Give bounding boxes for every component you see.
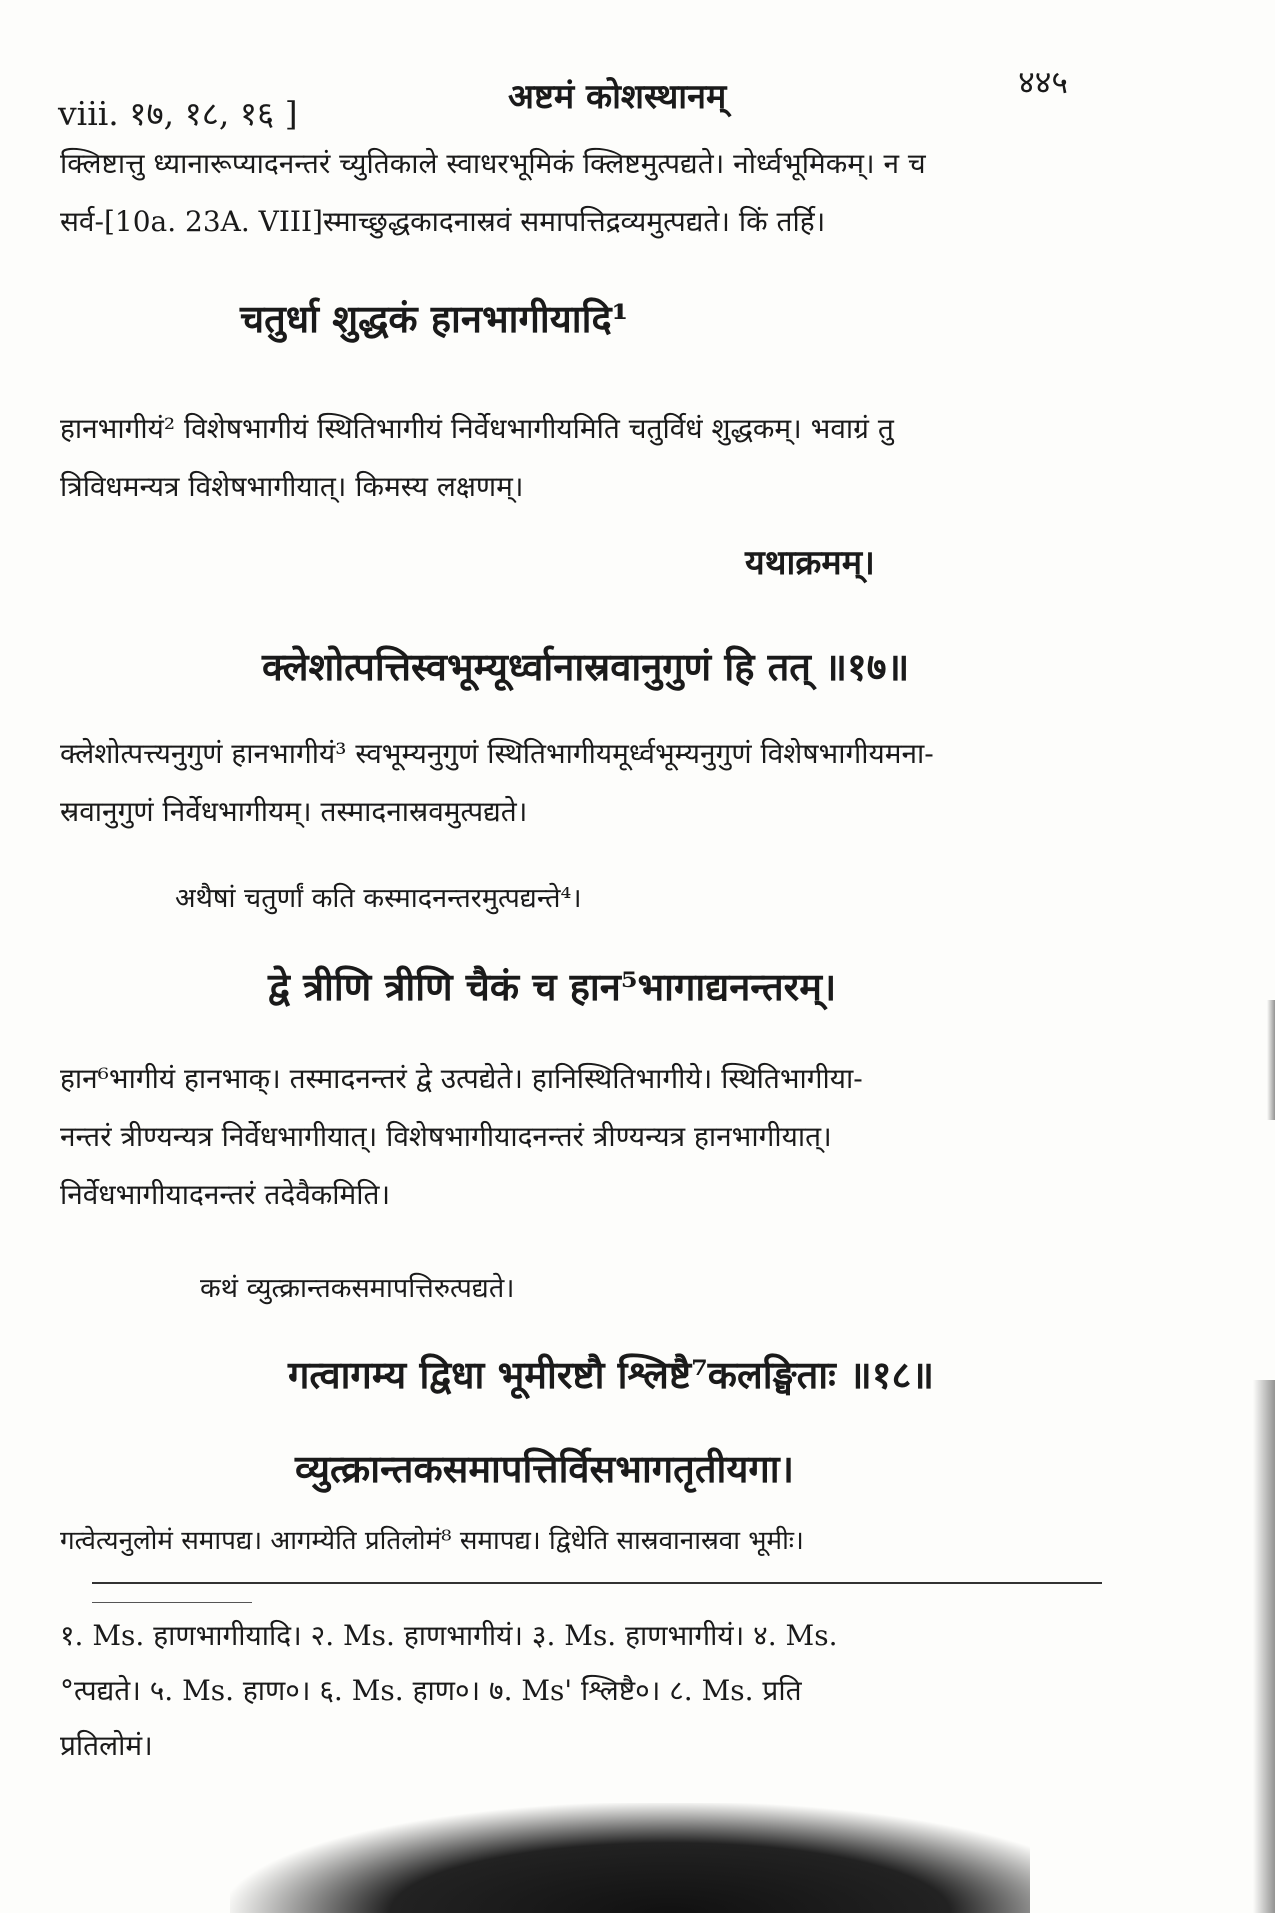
text-line: निर्वेधभागीयादनन्तरं तदेवैकमिति। [60, 1178, 391, 1211]
intro-line-1: अथैषां चतुर्णां कति कस्मादनन्तरमुत्पद्यन्ते⁴। [175, 883, 582, 914]
running-header [58, 60, 1068, 133]
verse-heading-1: चतुर्धा शुद्धकं हानभागीयादि¹ [240, 296, 629, 341]
scan-edge-mark [1267, 1000, 1275, 1120]
chapter-title: अष्टमं कोशस्थानम् [508, 77, 727, 117]
scan-bottom-shadow [230, 1803, 1030, 1913]
text-line: त्रिविधमन्यत्र विशेषभागीयात्। किमस्य लक्षणम्। [60, 470, 524, 503]
verse-heading-4: गत्वागम्य द्विधा भूमीरष्टौ श्लिष्टै⁷कलङ्घिताः ॥१८॥ [288, 1352, 935, 1397]
paragraph-3 [60, 725, 1090, 841]
text-line: स्रवानुगुणं निर्वेधभागीयम्। तस्मादनास्रवमुत्पद्यते। [60, 795, 528, 828]
paragraph-2 [60, 400, 1090, 516]
text-line: क्लेशोत्पत्त्यनुगुणं हानभागीयं³ स्वभूम्यनुगुणं स्थितिभागीयमूर्ध्वभूम्यनुगुणं विशेषभागीयमना- [60, 737, 934, 770]
yathakramam-line: यथाक्रमम्। [745, 543, 875, 583]
paragraph-5 [60, 1512, 1090, 1570]
text-line: गत्वेत्यनुलोमं समापद्य। आगम्येति प्रतिलोमं⁸ समापद्य। द्विधेति सास्रवानास्रवा भूमीः। [60, 1526, 804, 1556]
footnotes [60, 1608, 1120, 1773]
footnote-rule [92, 1582, 1102, 1584]
footnote-line: १. Ms. हाणभागीयादि। २. Ms. हाणभागीयं। ३. Ms. हाणभागीयं। ४. Ms. [60, 1619, 838, 1652]
intro-line-2: कथं व्युत्क्रान्तकसमापत्तिरुत्पद्यते। [200, 1273, 515, 1304]
verse-heading-3: द्वे त्रीणि त्रीणि चैकं च हान⁵भागाद्यनन्तरम्। [268, 964, 837, 1009]
text-line: हान⁶भागीयं हानभाक्। तस्मादनन्तरं द्वे उत्पद्येते। हानिस्थितिभागीये। स्थितिभागीया- [60, 1062, 863, 1095]
footnote-line: °त्पद्यते। ५. Ms. हाण०। ६. Ms. हाण०। ७. Ms' श्लिष्टै०। ८. Ms. प्रति [60, 1674, 802, 1707]
text-line: क्लिष्टात्तु ध्यानारूप्यादनन्तरं च्युतिकाले स्वाधरभूमिकं क्लिष्टमुत्पद्यते। नोर्ध्वभूमिकम्। न च [60, 147, 926, 180]
text-line: सर्व-[10a. 23A. VIII]स्माच्छुद्धकादनास्रवं समापत्तिद्रव्यमुत्पद्यते। किं तर्हि। [60, 205, 826, 238]
verse-heading-2: क्लेशोत्पत्तिस्वभूम्यूर्ध्वानास्रवानुगुणं हि तत् ॥१७॥ [262, 644, 910, 689]
section-reference: viii. १७, १८, १६ ] [58, 94, 298, 133]
text-line: हानभागीयं² विशेषभागीयं स्थितिभागीयं निर्वेधभागीयमिति चतुर्विधं शुद्धकम्। भवाग्रं तु [60, 412, 894, 445]
paragraph-4 [60, 1050, 1090, 1224]
verse-heading-5: व्युत्क्रान्तकसमापत्तिर्विसभागतृतीयगा। [295, 1446, 795, 1491]
scan-edge-shadow [1253, 1380, 1275, 1913]
page-number: ४४५ [1018, 63, 1068, 101]
text-line: नन्तरं त्रीण्यन्यत्र निर्वेधभागीयात्। विशेषभागीयादनन्तरं त्रीण्यन्यत्र हानभागीयात्। [60, 1120, 832, 1153]
footnote-rule-dashed [92, 1602, 252, 1603]
footnote-line: प्रतिलोमं। [60, 1729, 153, 1762]
paragraph-1 [60, 135, 1090, 251]
